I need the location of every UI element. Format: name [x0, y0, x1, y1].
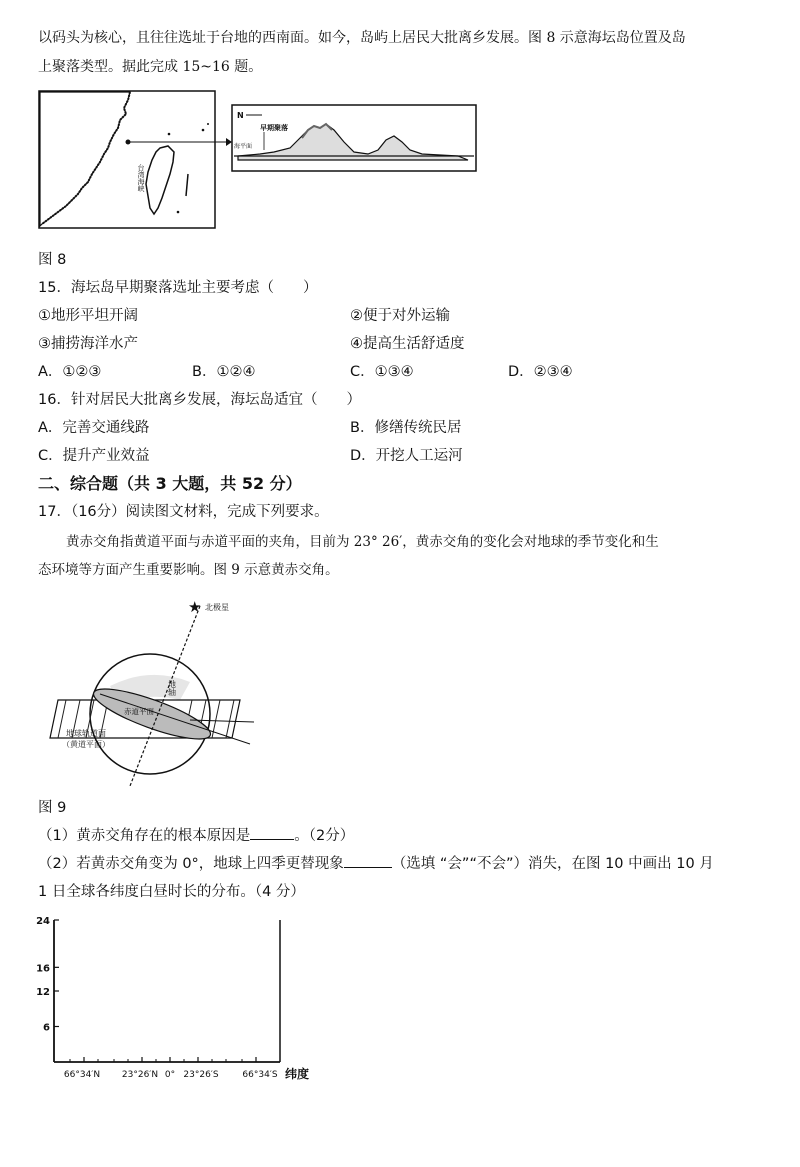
q15-option-2: ②便于对外运输 [350, 308, 450, 324]
strait-label: 台湾海峡 [137, 164, 145, 192]
x-axis-label: 纬度 [285, 1067, 310, 1081]
orbit-plane-label-2: （黄道平面） [62, 740, 110, 749]
q17-sub1-text: （1）黄赤交角存在的根本原因是 [38, 828, 251, 844]
q16-choice-b[interactable]: B．修缮传统民居 [350, 420, 462, 436]
figure-10[interactable] [30, 910, 330, 1085]
q15-option-4: ④提高生活舒适度 [350, 336, 465, 352]
q17-sub2-answer-blank[interactable] [344, 853, 392, 869]
q17-sub2-text-cont: （选填 “会”“不会”）消失，在图 10 中画出 10 月 [391, 856, 714, 872]
equator-plane-label: 赤道平面 [124, 707, 154, 716]
q15-stem: 15．海坛岛早期聚落选址主要考虑（ ） [38, 280, 318, 296]
q15-choice-c[interactable]: C．①③④ [350, 364, 414, 380]
x-tick-label: 0° [164, 1070, 176, 1080]
q16-choice-a[interactable]: A．完善交通线路 [38, 420, 150, 436]
north-star-label: 北极星 [205, 603, 229, 612]
orbit-plane-label: 地球轨道面 [66, 729, 106, 738]
fig9-caption: 图 9 [38, 800, 67, 816]
q17-sub2-line1 [38, 852, 714, 873]
q17-sub2-line2: 1 日全球各纬度白昼时长的分布。（4 分） [38, 884, 305, 900]
north-label: N [237, 111, 244, 120]
q17-sub1-score: 。（2分） [294, 828, 355, 844]
x-tick-label: 66°34′S [242, 1070, 278, 1080]
y-tick-label: 6 [43, 1022, 50, 1034]
x-tick-label: 23°26′S [183, 1070, 219, 1080]
y-tick-label: 24 [36, 916, 50, 927]
q17-sub2-text: （2）若黄赤交角变为 0°，地球上四季更替现象 [38, 856, 344, 872]
q16-choice-c[interactable]: C．提升产业效益 [38, 448, 150, 464]
figure-9 [40, 596, 270, 786]
q15-option-3: ③捕捞海洋水产 [38, 336, 138, 352]
q16-choice-d[interactable]: D．开挖人工运河 [350, 448, 463, 464]
y-tick-label: 16 [36, 963, 50, 975]
q17-material-line-2: 态环境等方面产生重要影响。图 9 示意黄赤交角。 [38, 562, 339, 578]
north-star-icon: ★ [188, 598, 202, 616]
x-tick-label: 23°26′N [121, 1070, 159, 1080]
section2-heading: 二、综合题（共 3 大题，共 52 分） [38, 474, 302, 493]
q15-choice-b[interactable]: B．①②④ [192, 364, 256, 380]
q17-sub1-answer-blank[interactable] [250, 825, 294, 841]
q15-option-1: ①地形平坦开阔 [38, 308, 138, 324]
q17-sub1 [38, 824, 354, 845]
q15-choice-a[interactable]: A．①②③ [38, 364, 102, 380]
q17-stem: 17．（16分）阅读图文材料，完成下列要求。 [38, 504, 329, 520]
x-tick-label: 66°34′N [63, 1070, 101, 1080]
q16-stem: 16．针对居民大批离乡发展，海坛岛适宜（ ） [38, 392, 361, 408]
figure-8 [38, 90, 478, 230]
section-frame [232, 105, 476, 171]
y-tick-label: 12 [36, 987, 50, 998]
q15-choice-d[interactable]: D．②③④ [508, 364, 573, 380]
axis-label: 地轴 [167, 680, 177, 696]
intro-line-2: 上聚落类型。据此完成 15~16 题。 [38, 59, 263, 75]
early-settlement-label: 早期聚落 [260, 124, 288, 132]
intro-line-1: 以码头为核心，且往往选址于台地的西南面。如今，岛屿上居民大批离乡发展。图 8 示意海坛岛位置及岛 [38, 30, 686, 46]
haitan-island-marker [126, 140, 131, 145]
sea-level-label: 海平面 [234, 143, 253, 150]
q17-material-line-1: 黄赤交角指黄道平面与赤道平面的夹角，目前为 23° 26′，黄赤交角的变化会对地球的季节变化和生 [66, 534, 659, 550]
fig8-caption: 图 8 [38, 252, 67, 268]
